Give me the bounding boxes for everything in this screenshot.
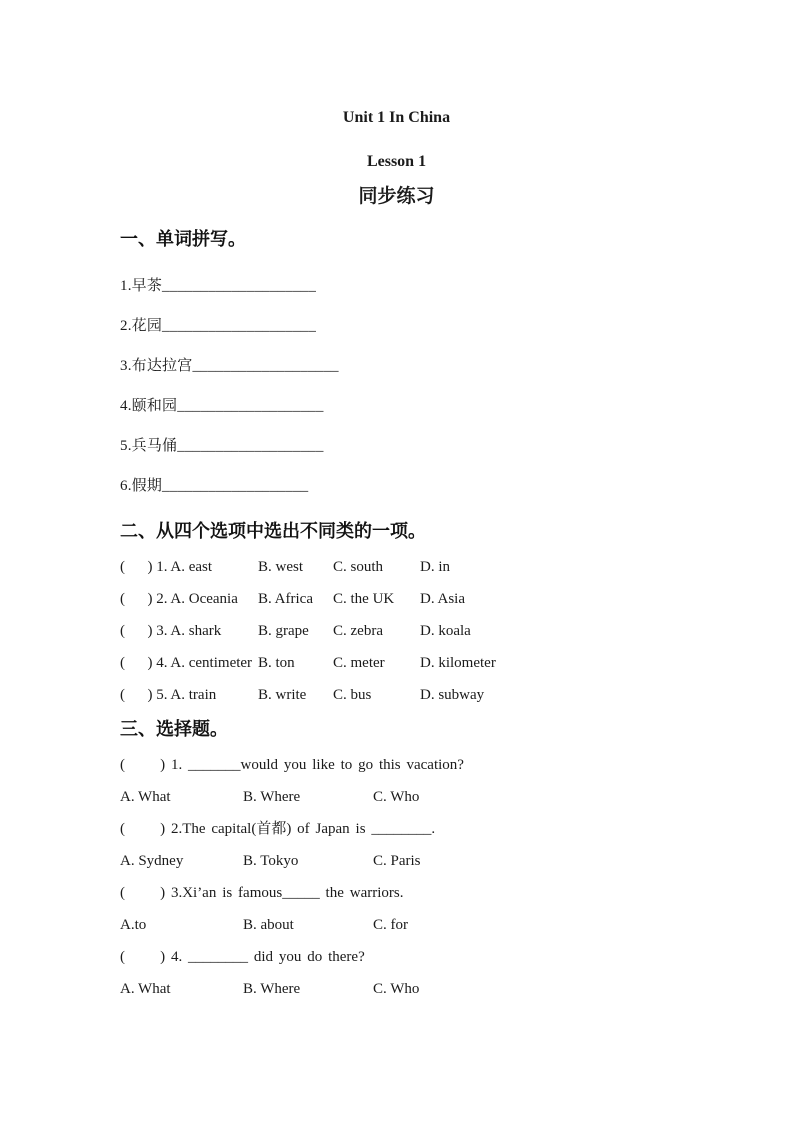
option-c: C. south — [333, 559, 384, 575]
option-a: A. Sydney — [120, 853, 184, 869]
option-row — [120, 851, 703, 871]
question-stem: ( ) 3.Xi’an is famous_____ the warriors. — [120, 885, 404, 901]
section2-heading: 二、从四个选项中选出不同类的一项。 — [120, 521, 426, 542]
option-row — [120, 979, 703, 999]
section3-heading: 三、选择题。 — [120, 719, 228, 740]
option-d: D. in — [420, 559, 450, 575]
section1-heading: 一、单词拼写。 — [120, 229, 246, 250]
option-d: D. koala — [420, 623, 471, 639]
fill-blank-item: 2.花园____________________ — [120, 318, 317, 334]
doc-subtitle-cn: 同步练习 — [358, 185, 435, 207]
option-d: D. subway — [420, 687, 485, 703]
option-c: C. Paris — [373, 853, 421, 869]
question-stem: ( ) 5. A. train — [120, 687, 217, 703]
title-block — [0, 108, 793, 208]
question-stem: ( ) 2.The capital(首都) of Japan is ________. — [120, 821, 436, 837]
section3-questions — [120, 755, 703, 999]
question-stem: ( ) 2. A. Oceania — [120, 591, 238, 607]
option-b: B. ton — [258, 655, 295, 671]
fill-blank-item: 5.兵马俑___________________ — [120, 438, 324, 454]
option-b: B. Where — [243, 789, 301, 805]
doc-title: Unit 1 In China — [342, 109, 451, 126]
odd-one-out-row — [120, 621, 703, 641]
option-c: C. for — [373, 917, 408, 933]
option-c: C. meter — [333, 655, 385, 671]
section1-items — [120, 276, 703, 496]
option-row — [120, 915, 703, 935]
option-a: A. What — [120, 981, 171, 997]
option-b: B. Africa — [258, 591, 313, 607]
odd-one-out-row — [120, 589, 703, 609]
question-stem: ( ) 3. A. shark — [120, 623, 222, 639]
option-b: B. about — [243, 917, 294, 933]
fill-blank-item: 3.布达拉宫___________________ — [120, 358, 339, 374]
option-b: B. Where — [243, 981, 301, 997]
odd-one-out-row — [120, 557, 703, 577]
option-b: B. write — [258, 687, 307, 703]
fill-blank-item: 4.颐和园___________________ — [120, 398, 324, 414]
fill-blank-item: 6.假期___________________ — [120, 478, 309, 494]
odd-one-out-row — [120, 653, 703, 673]
question-stem: ( ) 1. A. east — [120, 559, 213, 575]
option-c: C. Who — [373, 981, 420, 997]
option-b: B. Tokyo — [243, 853, 299, 869]
option-b: B. grape — [258, 623, 309, 639]
question-stem: ( ) 4. A. centimeter — [120, 655, 253, 671]
question-stem: ( ) 4. ________ did you do there? — [120, 949, 365, 965]
option-a: A.to — [120, 917, 147, 933]
option-d: D. kilometer — [420, 655, 496, 671]
option-a: A. What — [120, 789, 171, 805]
option-c: C. the UK — [333, 591, 395, 607]
option-d: D. Asia — [420, 591, 465, 607]
doc-lesson-title: Lesson 1 — [366, 153, 427, 170]
option-c: C. bus — [333, 687, 372, 703]
option-row — [120, 787, 703, 807]
odd-one-out-row — [120, 685, 703, 705]
fill-blank-item: 1.早茶____________________ — [120, 278, 317, 294]
option-c: C. Who — [373, 789, 420, 805]
option-b: B. west — [258, 559, 303, 575]
option-c: C. zebra — [333, 623, 383, 639]
section2-rows — [120, 557, 703, 705]
question-stem: ( ) 1. _______would you like to go this vacation? — [120, 757, 464, 773]
worksheet-content — [0, 228, 793, 999]
